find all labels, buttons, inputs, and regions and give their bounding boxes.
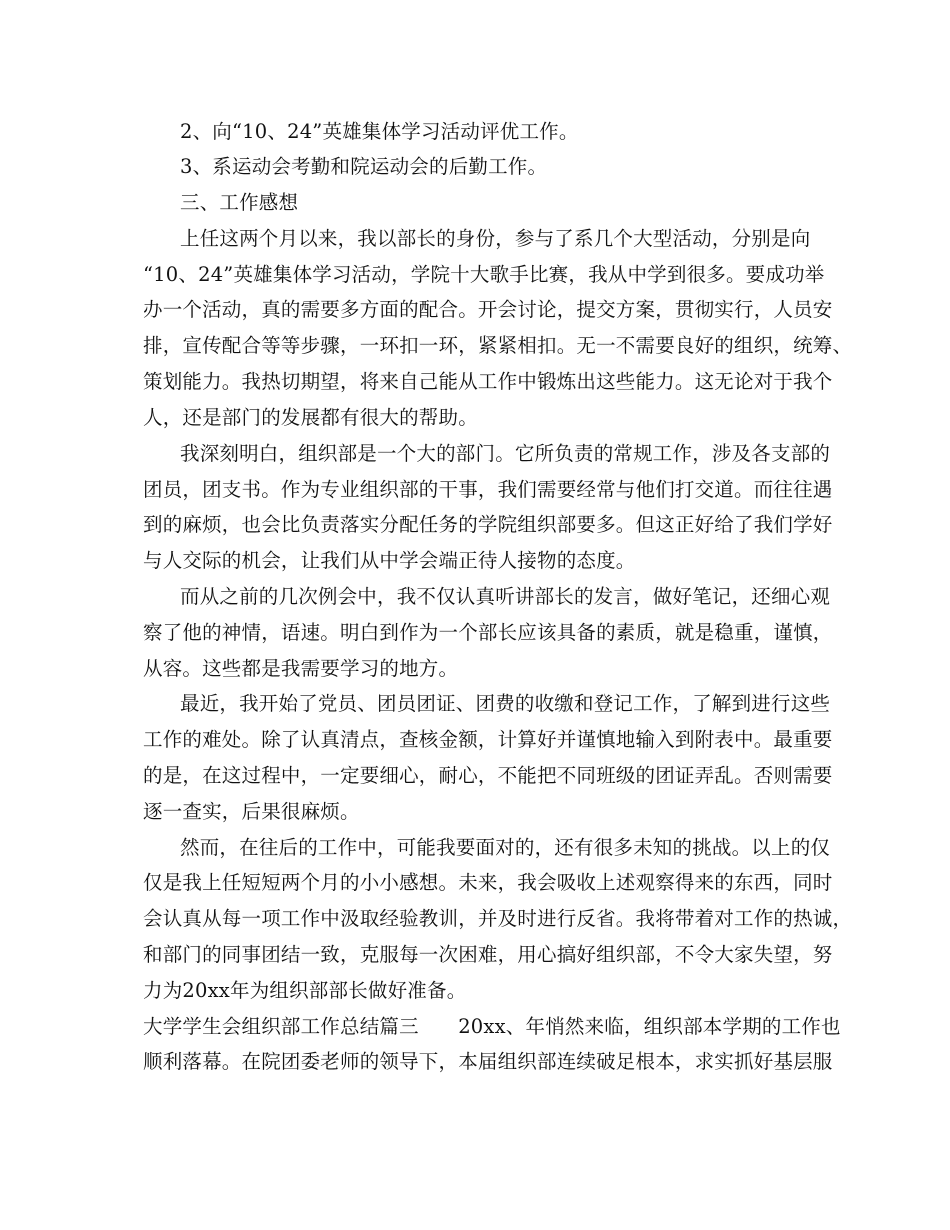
paragraph-line: 上任这两个月以来，我以部长的身份，参与了系几个大型活动，分别是向: [180, 227, 811, 250]
list-item-3: 3、系运动会考勤和院运动会的后勤工作。: [180, 155, 548, 178]
list-item-2: 2、向“10、24”英雄集体学习活动评优工作。: [180, 120, 579, 143]
paragraph-line: 的是，在这过程中，一定要细心，耐心，不能把不同班级的团证弄乱。否则需要: [143, 764, 833, 787]
paragraph-line: 办一个活动，真的需要多方面的配合。开会讨论，提交方案，贯彻实行，人员安: [143, 298, 833, 321]
paragraph-line: 我深刻明白，组织部是一个大的部门。它所负责的常规工作，涉及各支部的: [180, 442, 831, 465]
paragraph-line: 团员，团支书。作为专业组织部的干事，我们需要经常与他们打交道。而往往遇: [143, 478, 833, 501]
paragraph-line: 逐一查实，后果很麻烦。: [143, 800, 360, 823]
paragraph-line: 力为20xx年为组织部部长做好准备。: [143, 979, 467, 1002]
paragraph-line: 察了他的神情，语速。明白到作为一个部长应该具备的素质，就是稳重，谨慎，: [143, 621, 833, 644]
paragraph-line: 而从之前的几次例会中，我不仅认真听讲部长的发言，做好笔记，还细心观: [180, 585, 831, 608]
paragraph-line: 人，还是部门的发展都有很大的帮助。: [143, 406, 478, 429]
paragraph-line: 排，宣传配合等等步骤，一环扣一环，紧紧相扣。无一不需要良好的组织，统筹、: [143, 334, 853, 357]
paragraph-line: “10、24”英雄集体学习活动，学院十大歌手比赛，我从中学到很多。要成功举: [143, 263, 825, 286]
paragraph-line: 然而，在往后的工作中，可能我要面对的，还有很多未知的挑战。以上的仅: [180, 836, 831, 859]
paragraph-line: 策划能力。我热切期望，将来自己能从工作中锻炼出这些能力。这无论对于我个: [143, 370, 833, 393]
paragraph-line: 会认真从每一项工作中汲取经验教训，并及时进行反省。我将带着对工作的热诚，: [143, 907, 853, 930]
paragraph-line: 最近，我开始了党员、团员团证、团费的收缴和登记工作，了解到进行这些: [180, 692, 831, 715]
paragraph-line: 顺利落幕。在院团委老师的领导下，本届组织部连续破足根本，求实抓好基层服: [143, 1050, 833, 1073]
paragraph-line: 仅是我上任短短两个月的小小感想。未来，我会吸收上述观察得来的东西，同时: [143, 871, 833, 894]
section-heading: 三、工作感想: [180, 191, 299, 214]
paragraph-line: 和部门的同事团结一致，克服每一次困难，用心搞好组织部，不令大家失望，努: [143, 943, 833, 966]
paragraph-line: 工作的难处。除了认真清点，查核金额，计算好并谨慎地输入到附表中。最重要: [143, 728, 833, 751]
paragraph-line: 与人交际的机会，让我们从中学会端正待人接物的态度。: [143, 549, 636, 572]
paragraph-line: 到的麻烦，也会比负责落实分配任务的学院组织部要多。但这正好给了我们学好: [143, 513, 833, 536]
paragraph-line: 从容。这些都是我需要学习的地方。: [143, 657, 459, 680]
section-title-line: 大学学生会组织部工作总结篇三 20xx、年悄然来临，组织部本学期的工作也: [143, 1015, 841, 1038]
